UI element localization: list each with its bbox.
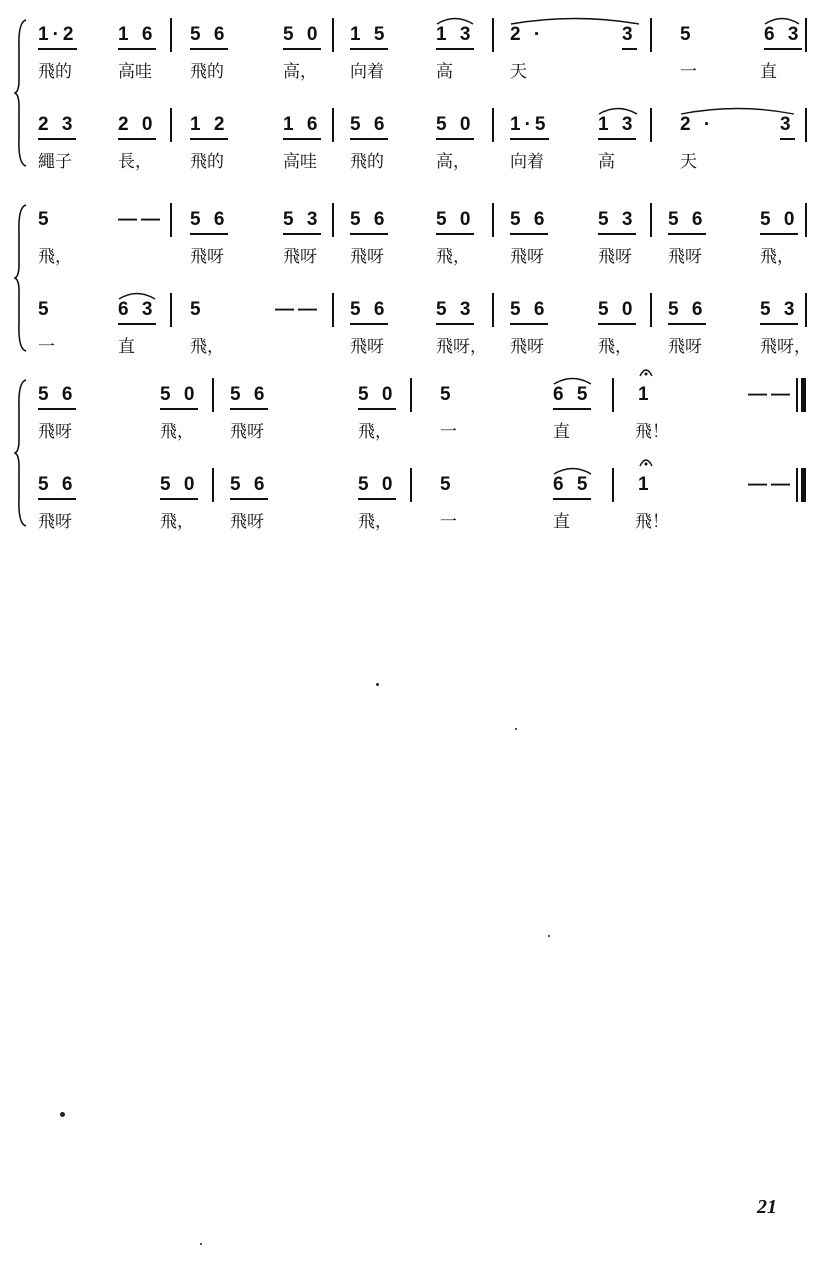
bar-line bbox=[650, 18, 652, 52]
lyric-syllable: 飛呀 bbox=[510, 337, 544, 357]
slur-mark bbox=[553, 372, 592, 390]
lyric-syllable: 直 bbox=[760, 62, 777, 82]
bar-line bbox=[170, 203, 172, 237]
lyric-syllable: 高 bbox=[436, 62, 453, 82]
lyric-syllable: 飛呀 bbox=[668, 337, 702, 357]
lyric-syllable: 一 bbox=[440, 422, 457, 442]
lyric-syllable: 飛呀 bbox=[350, 247, 384, 267]
note-group: 5 6 bbox=[510, 297, 548, 325]
notation-row bbox=[0, 18, 832, 52]
note-group: 5 6 bbox=[350, 297, 388, 325]
lyric-syllable: 向着 bbox=[510, 152, 544, 172]
scan-speck bbox=[60, 1112, 65, 1117]
fermata-icon bbox=[639, 366, 653, 382]
note-group: 5 0 bbox=[358, 382, 396, 410]
note-group: 5 3 bbox=[760, 297, 798, 325]
lyric-syllable: 直 bbox=[553, 422, 570, 442]
lyric-syllable: 高哇 bbox=[118, 62, 152, 82]
note-group: 6 5 bbox=[553, 472, 591, 500]
note-group: 2 · bbox=[680, 114, 715, 135]
bar-line bbox=[492, 18, 494, 52]
bar-line bbox=[410, 378, 412, 412]
lyric-syllable: 飛！ bbox=[635, 422, 669, 442]
bar-line bbox=[805, 293, 807, 327]
bar-line bbox=[212, 378, 214, 412]
lyric-syllable: 一 bbox=[38, 337, 55, 357]
lyric-syllable: 飛， bbox=[190, 337, 224, 357]
bar-line bbox=[492, 108, 494, 142]
lyric-syllable: 飛呀 bbox=[38, 422, 72, 442]
note-group: —— bbox=[748, 474, 794, 495]
note-group: 6 5 bbox=[553, 382, 591, 410]
note-group: 3 bbox=[622, 22, 637, 50]
note-group: 1 6 bbox=[118, 22, 156, 50]
lyric-syllable: 飛呀， bbox=[436, 337, 487, 357]
note-group: 5 6 bbox=[668, 207, 706, 235]
bar-line bbox=[650, 293, 652, 327]
bar-line bbox=[805, 203, 807, 237]
note-group: 1 2 bbox=[190, 112, 228, 140]
note-group: 5 bbox=[680, 24, 695, 45]
note-group: 5 0 bbox=[160, 472, 198, 500]
note-group: 5 6 bbox=[230, 382, 268, 410]
note-group: 5 bbox=[38, 299, 53, 320]
lyric-syllable: 高哇 bbox=[283, 152, 317, 172]
slur-mark bbox=[553, 462, 592, 480]
notation-row bbox=[0, 203, 832, 237]
slur-mark bbox=[764, 12, 800, 30]
bar-line bbox=[212, 468, 214, 502]
notation-row bbox=[0, 378, 832, 412]
note-group: 5 6 bbox=[38, 382, 76, 410]
lyric-syllable: 飛， bbox=[760, 247, 794, 267]
note-group: 6 3 bbox=[118, 297, 156, 325]
page-number: 21 bbox=[757, 1196, 777, 1218]
notation-row bbox=[0, 468, 832, 502]
note-group: 5 0 bbox=[358, 472, 396, 500]
note-group: 5 bbox=[38, 209, 53, 230]
note-group: 5 6 bbox=[230, 472, 268, 500]
bar-line bbox=[650, 108, 652, 142]
note-group: —— bbox=[748, 384, 794, 405]
note-group: 1 3 bbox=[598, 112, 636, 140]
note-group: —— bbox=[118, 209, 164, 230]
bar-line bbox=[170, 108, 172, 142]
note-group: 5 6 bbox=[38, 472, 76, 500]
lyric-syllable: 飛， bbox=[160, 422, 194, 442]
lyric-syllable: 直 bbox=[118, 337, 135, 357]
note-group: 2 · bbox=[510, 24, 545, 45]
bar-line bbox=[612, 378, 614, 412]
slur-mark bbox=[118, 287, 156, 305]
lyric-syllable: 直 bbox=[553, 512, 570, 532]
fermata-icon bbox=[639, 456, 653, 472]
final-barline-thin bbox=[796, 378, 798, 412]
lyric-syllable: 一 bbox=[680, 62, 697, 82]
note-group: 5 3 bbox=[283, 207, 321, 235]
note-group: 6 3 bbox=[764, 22, 802, 50]
lyric-syllable: 向着 bbox=[350, 62, 384, 82]
slur-mark bbox=[436, 12, 474, 30]
note-group: 3 bbox=[780, 112, 795, 140]
note-group: 5 0 bbox=[436, 112, 474, 140]
lyric-syllable: 飛呀 bbox=[668, 247, 702, 267]
bar-line bbox=[492, 203, 494, 237]
bar-line bbox=[612, 468, 614, 502]
lyric-syllable: 飛呀 bbox=[283, 247, 317, 267]
lyric-syllable: 高 bbox=[598, 152, 615, 172]
final-barline-thin bbox=[796, 468, 798, 502]
lyric-syllable: 飛， bbox=[358, 512, 392, 532]
bar-line bbox=[170, 18, 172, 52]
note-group: 2 0 bbox=[118, 112, 156, 140]
lyric-syllable: 飛呀 bbox=[350, 337, 384, 357]
note-group: 1 bbox=[638, 474, 653, 495]
bar-line bbox=[805, 18, 807, 52]
slur-mark bbox=[510, 12, 640, 30]
lyric-syllable: 長， bbox=[118, 152, 152, 172]
note-group: 5 0 bbox=[160, 382, 198, 410]
lyric-syllable: 天 bbox=[510, 62, 527, 82]
lyric-syllable: 飛呀 bbox=[510, 247, 544, 267]
lyric-syllable: 飛的 bbox=[350, 152, 384, 172]
bar-line bbox=[332, 108, 334, 142]
note-group: 5 0 bbox=[760, 207, 798, 235]
lyric-syllable: 天 bbox=[680, 152, 697, 172]
note-group: 1·2 bbox=[38, 22, 77, 50]
final-barline-thick bbox=[801, 468, 806, 502]
note-group: 5 0 bbox=[598, 297, 636, 325]
note-group: 5 6 bbox=[668, 297, 706, 325]
note-group: 5 6 bbox=[190, 207, 228, 235]
note-group: 5 bbox=[190, 299, 205, 320]
scan-speck bbox=[548, 935, 550, 937]
bar-line bbox=[410, 468, 412, 502]
scan-speck bbox=[376, 683, 379, 686]
lyric-syllable: 繩子 bbox=[38, 152, 72, 172]
bar-line bbox=[332, 203, 334, 237]
lyric-syllable: 飛的 bbox=[190, 152, 224, 172]
note-group: 5 6 bbox=[350, 112, 388, 140]
bar-line bbox=[650, 203, 652, 237]
lyric-syllable: 飛， bbox=[436, 247, 470, 267]
note-group: 5 3 bbox=[598, 207, 636, 235]
lyric-syllable: 飛！ bbox=[635, 512, 669, 532]
lyric-syllable: 飛呀 bbox=[230, 512, 264, 532]
scan-speck bbox=[515, 728, 517, 730]
note-group: —— bbox=[275, 299, 321, 320]
lyric-syllable: 飛呀 bbox=[190, 247, 224, 267]
note-group: 1 bbox=[638, 384, 653, 405]
note-group: 5 0 bbox=[283, 22, 321, 50]
note-group: 2 3 bbox=[38, 112, 76, 140]
note-group: 1·5 bbox=[510, 112, 549, 140]
note-group: 5 6 bbox=[510, 207, 548, 235]
lyric-syllable: 高， bbox=[283, 62, 317, 82]
bar-line bbox=[332, 18, 334, 52]
note-group: 1 6 bbox=[283, 112, 321, 140]
note-group: 1 3 bbox=[436, 22, 474, 50]
final-barline-thick bbox=[801, 378, 806, 412]
lyric-syllable: 一 bbox=[440, 512, 457, 532]
note-group: 5 3 bbox=[436, 297, 474, 325]
note-group: 5 6 bbox=[350, 207, 388, 235]
bar-line bbox=[332, 293, 334, 327]
note-group: 5 bbox=[440, 474, 455, 495]
slur-mark bbox=[680, 102, 795, 120]
lyric-syllable: 飛呀 bbox=[598, 247, 632, 267]
lyric-syllable: 飛， bbox=[358, 422, 392, 442]
lyric-syllable: 飛， bbox=[598, 337, 632, 357]
lyric-syllable: 飛， bbox=[160, 512, 194, 532]
lyric-syllable: 飛呀， bbox=[760, 337, 811, 357]
bar-line bbox=[170, 293, 172, 327]
bar-line bbox=[805, 108, 807, 142]
note-group: 5 0 bbox=[436, 207, 474, 235]
lyric-syllable: 飛的 bbox=[190, 62, 224, 82]
lyric-syllable: 高， bbox=[436, 152, 470, 172]
note-group: 5 6 bbox=[190, 22, 228, 50]
lyric-syllable: 飛呀 bbox=[38, 512, 72, 532]
scan-speck bbox=[200, 1243, 202, 1245]
note-group: 1 5 bbox=[350, 22, 388, 50]
bar-line bbox=[492, 293, 494, 327]
lyric-syllable: 飛的 bbox=[38, 62, 72, 82]
note-group: 5 bbox=[440, 384, 455, 405]
lyric-syllable: 飛， bbox=[38, 247, 72, 267]
lyric-syllable: 飛呀 bbox=[230, 422, 264, 442]
slur-mark bbox=[598, 102, 638, 120]
